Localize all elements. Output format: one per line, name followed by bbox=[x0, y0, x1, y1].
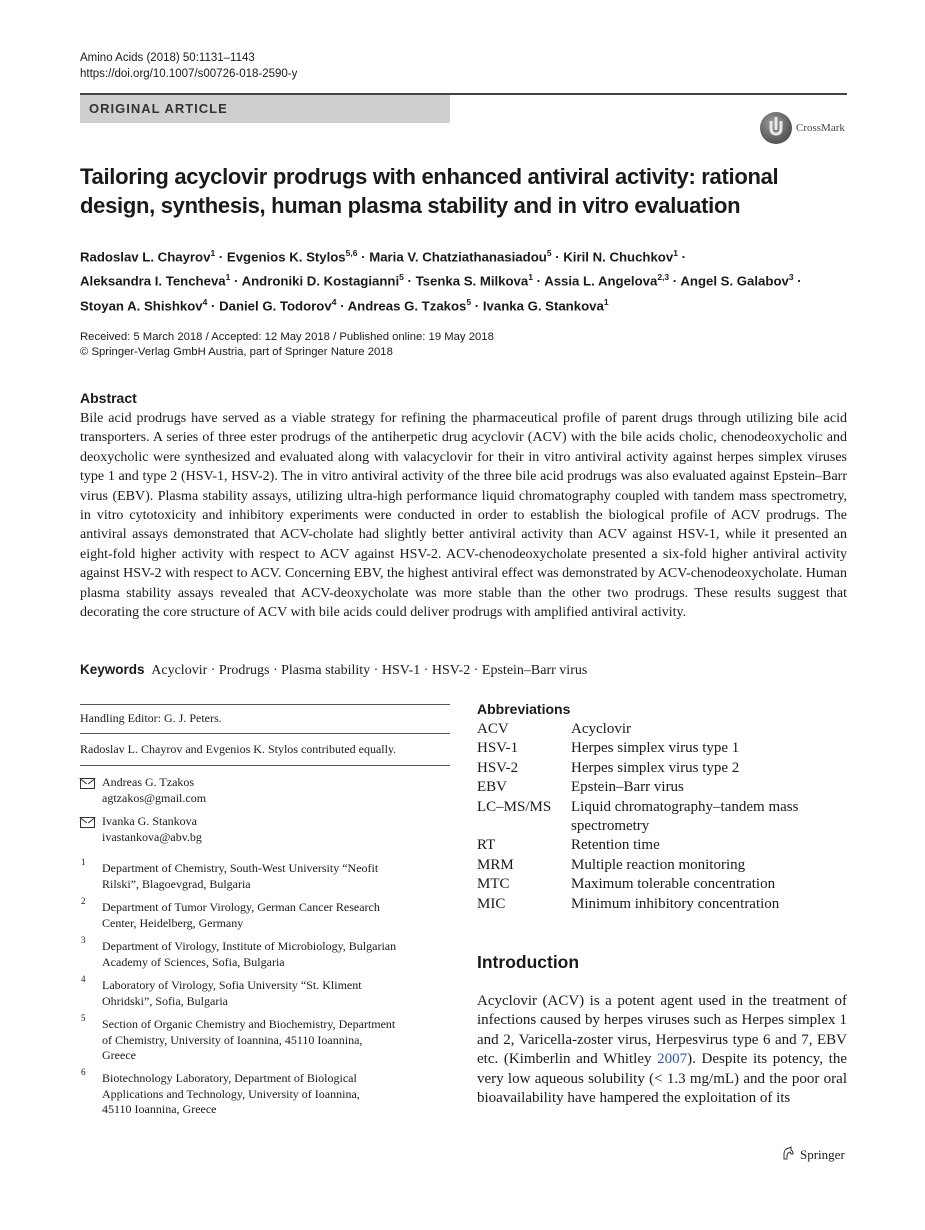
keywords-text: Acyclovir · Prodrugs · Plasma stability · HSV-1 · HSV-2 · Epstein–Barr virus bbox=[151, 663, 588, 678]
envelope-icon bbox=[80, 817, 95, 828]
article-type-label: ORIGINAL ARTICLE bbox=[89, 101, 228, 116]
author-name[interactable]: Daniel G. Todorov bbox=[219, 298, 332, 314]
abstract-heading: Abstract bbox=[80, 390, 137, 406]
abbreviation-definition: Acyclovir bbox=[571, 721, 631, 737]
affiliation-6 bbox=[102, 1071, 360, 1118]
footnote-rule bbox=[80, 733, 450, 734]
author-affiliation-marker: 1 bbox=[673, 248, 678, 258]
footnote-rule bbox=[80, 765, 450, 766]
abbreviations-heading: Abbreviations bbox=[477, 701, 571, 717]
equal-contribution-note: Radoslav L. Chayrov and Evgenios K. Stylos contributed equally. bbox=[80, 742, 397, 756]
author-name[interactable]: Tsenka S. Milkova bbox=[415, 273, 529, 289]
author-affiliation-marker: 4 bbox=[331, 296, 337, 307]
author-affiliation-marker: 1 bbox=[528, 272, 533, 283]
keywords-label: Keywords bbox=[80, 662, 145, 677]
abbreviation-term: ACV bbox=[477, 721, 509, 737]
author-name[interactable]: Angel S. Galabov bbox=[680, 273, 789, 289]
affiliation-line: Applications and Technology, University of Ioannina, bbox=[102, 1086, 360, 1101]
affiliation-line: Rilski”, Blagoevgrad, Bulgaria bbox=[102, 876, 251, 891]
affiliation-number: 6 bbox=[81, 1067, 86, 1077]
abbreviation-definition: Multiple reaction monitoring bbox=[571, 857, 746, 873]
affiliation-line: Laboratory of Virology, Sofia University “St. Kliment bbox=[102, 978, 362, 992]
author-affiliation-marker: 5,6 bbox=[345, 248, 358, 258]
author-name[interactable]: Radoslav L. Chayrov bbox=[80, 249, 211, 265]
abbreviation-definition: Liquid chromatography–tandem mass bbox=[571, 799, 799, 815]
citation-link[interactable]: 2007 bbox=[657, 1051, 688, 1068]
affiliation-line: Department of Chemistry, South-West University “Neofit bbox=[102, 861, 379, 875]
author-name[interactable]: Stoyan A. Shishkov bbox=[80, 298, 203, 314]
envelope-icon bbox=[80, 778, 95, 789]
affiliation-line: Greece bbox=[102, 1048, 136, 1063]
affiliation-5 bbox=[102, 1017, 395, 1064]
affiliation-number: 3 bbox=[81, 935, 86, 945]
author-affiliation-marker: 3 bbox=[788, 272, 794, 283]
contact-name: Andreas G. Tzakos bbox=[102, 775, 195, 789]
author-affiliation-marker: 5 bbox=[466, 296, 472, 307]
author-name[interactable]: Androniki D. Kostagianni bbox=[241, 273, 400, 289]
abbreviation-definition: Herpes simplex virus type 1 bbox=[571, 740, 740, 756]
springer-horse-icon bbox=[781, 1146, 795, 1160]
abbreviation-definition: Herpes simplex virus type 2 bbox=[571, 760, 740, 776]
author-name[interactable]: Andreas G. Tzakos bbox=[347, 298, 467, 314]
doi-link[interactable]: https://doi.org/10.1007/s00726-018-2590-y bbox=[80, 68, 298, 80]
crossmark-label: CrossMark bbox=[796, 122, 845, 134]
author-name[interactable]: Maria V. Chatziathanasiadou bbox=[369, 249, 547, 265]
abstract-text: Bile acid prodrugs have served as a viable strategy for refining the pharmaceutical profile of parent drugs through utilizing bile acid transporters. A series of three ester prodrugs of the antiherpetic drug acyclovir (ACV) with the bile acids cholic, chenodeoxycholic and deoxycholic were synthesized and evaluated along with valacyclovir for their in vitro antiviral activity against herpes simplex viruses type 1 and type 2 (HSV-1, HSV-2). The in vitro antiviral activity of the three bile acid prodrugs was also evaluated against Epstein–Barr virus (EBV). Plasma stability assays, utilizing ultra-high performance liquid chromatography coupled with tandem mass spectrometry, in vitro cytotoxicity and inhibitory experiments were conducted in order to establish the biological profile of ACV prodrugs. The antiviral assays demonstrated that ACV-cholate had slightly better antiviral activity than ACV against HSV-1, while it presented an eight-fold higher activity with respect to ACV against HSV-2. ACV-chenodeoxycholate presented a six-fold higher antiviral activity against HSV-2 with respect to ACV. Concerning EBV, the highest antiviral effect was demonstrated by ACV-chenodeoxycholate. Human plasma stability assays revealed that ACV-deoxycholate was more stable than the other two prodrugs. These results suggest that decorating the core structure of ACV with bile acids could deliver prodrugs with amplified antiviral activity. bbox=[80, 411, 847, 621]
abbreviation-definition-cont: spectrometry bbox=[571, 818, 650, 834]
keywords-line bbox=[80, 662, 847, 679]
abbreviation-term: EBV bbox=[477, 779, 507, 795]
author-name[interactable]: Evgenios K. Stylos bbox=[226, 249, 346, 265]
affiliation-3 bbox=[102, 939, 396, 970]
affiliation-line: Academy of Sciences, Sofia, Bulgaria bbox=[102, 954, 285, 969]
affiliation-line: of Chemistry, University of Ioannina, 45110 Ioannina, bbox=[102, 1032, 363, 1047]
publisher-label: Springer bbox=[800, 1147, 845, 1162]
introduction-heading: Introduction bbox=[477, 952, 580, 972]
title-line-1: Tailoring acyclovir prodrugs with enhanced antiviral activity: rational bbox=[80, 164, 779, 189]
contact-email[interactable]: agtzakos@gmail.com bbox=[102, 791, 207, 805]
abbreviation-term: HSV-2 bbox=[477, 760, 519, 776]
abbreviation-definition: Retention time bbox=[571, 837, 660, 853]
author-affiliation-marker: 1 bbox=[225, 272, 231, 283]
copyright-line: © Springer-Verlag GmbH Austria, part of Springer Nature 2018 bbox=[80, 346, 393, 358]
affiliation-4 bbox=[102, 978, 362, 1009]
author-name[interactable]: Kiril N. Chuchkov bbox=[563, 249, 674, 265]
affiliation-line: Department of Virology, Institute of Microbiology, Bulgarian bbox=[102, 939, 397, 953]
author-name[interactable]: Aleksandra I. Tencheva bbox=[80, 273, 226, 289]
abbreviation-definition: Epstein–Barr virus bbox=[571, 779, 684, 795]
affiliation-number: 4 bbox=[81, 974, 86, 984]
author-affiliation-marker: 4 bbox=[202, 296, 208, 307]
affiliation-number: 1 bbox=[81, 857, 86, 867]
author-affiliation-marker: 1 bbox=[210, 248, 216, 258]
affiliation-line: Center, Heidelberg, Germany bbox=[102, 915, 244, 930]
publication-dates: Received: 5 March 2018 / Accepted: 12 May 2018 / Published online: 19 May 2018 bbox=[80, 331, 494, 343]
contact-email[interactable]: ivastankova@abv.bg bbox=[102, 830, 202, 844]
intro-text-part: ). Despite its potency, the very low aqueous solubility (< 1.3 mg/mL) and the poor oral bioavailability have hampered the exploitation of its bbox=[477, 1051, 848, 1107]
affiliation-line: Ohridski”, Sofia, Bulgaria bbox=[102, 993, 228, 1008]
crossmark-icon bbox=[760, 112, 792, 144]
abbreviation-term: MTC bbox=[477, 876, 510, 892]
title-line-2: design, synthesis, human plasma stability and in vitro evaluation bbox=[80, 193, 741, 218]
intro-text-part: Acyclovir (ACV) is a potent agent used in the treatment of infections caused by herpes viruses such as Herpes simplex 1 and 2, Varicella-zoster virus, Herpesvirus type 6 and 7, EBV etc. (Kimberlin and Whitley bbox=[477, 993, 847, 1068]
affiliation-line: Section of Organic Chemistry and Biochemistry, Department bbox=[102, 1017, 396, 1031]
article-title bbox=[80, 162, 850, 220]
author-list: Radoslav L. Chayrov$^1$ · Evgenios K. Stylos$^{5,6}$ · Maria V. Chatziathanasiadou$^5$ · Kiril N. Chuchkov$^1$ · Aleksandra I. Tencheva$^1$ · Androniki D. Kostagianni$^5$ · Tsenka S. Milkova$^1$ · Assia L. Angelova$^{2,3}$ · Angel S. Galabov$^3$ · Stoyan A. Shishkov$^4$ · Daniel G. Todorov$^4$ · Andreas G. Tzakos$^5$ · Ivanka G. Stankova$^1$ bbox=[80, 248, 802, 314]
abbreviation-term: RT bbox=[477, 837, 496, 853]
affiliation-line: Department of Tumor Virology, German Cancer Research bbox=[102, 900, 380, 914]
crossmark-badge[interactable] bbox=[760, 112, 855, 148]
abbreviation-definition: Maximum tolerable concentration bbox=[571, 876, 776, 892]
abbreviation-definition: Minimum inhibitory concentration bbox=[571, 896, 780, 912]
abbreviation-term: MRM bbox=[477, 857, 514, 873]
author-affiliation-marker: 2,3 bbox=[657, 272, 670, 283]
affiliation-number: 2 bbox=[81, 896, 86, 906]
author-name[interactable]: Ivanka G. Stankova bbox=[482, 298, 604, 314]
affiliation-line: 45110 Ioannina, Greece bbox=[102, 1102, 217, 1117]
contact-name: Ivanka G. Stankova bbox=[102, 814, 197, 828]
abbreviation-term: HSV-1 bbox=[477, 740, 519, 756]
handling-editor-note: Handling Editor: G. J. Peters. bbox=[80, 711, 222, 725]
footnote-rule bbox=[80, 704, 450, 705]
abbreviation-term: MIC bbox=[477, 896, 506, 912]
author-affiliation-marker: 5 bbox=[546, 248, 552, 258]
author-name[interactable]: Assia L. Angelova bbox=[544, 273, 658, 289]
affiliation-1 bbox=[102, 861, 378, 892]
introduction-text bbox=[477, 992, 847, 1108]
author-affiliation-marker: 1 bbox=[603, 296, 609, 307]
affiliation-number: 5 bbox=[81, 1013, 86, 1023]
affiliation-line: Biotechnology Laboratory, Department of Biological bbox=[102, 1071, 357, 1085]
journal-citation: Amino Acids (2018) 50:1131–1143 bbox=[80, 52, 255, 64]
author-affiliation-marker: 5 bbox=[399, 272, 404, 283]
abbreviation-term: LC–MS/MS bbox=[477, 799, 552, 815]
affiliation-2 bbox=[102, 900, 380, 931]
